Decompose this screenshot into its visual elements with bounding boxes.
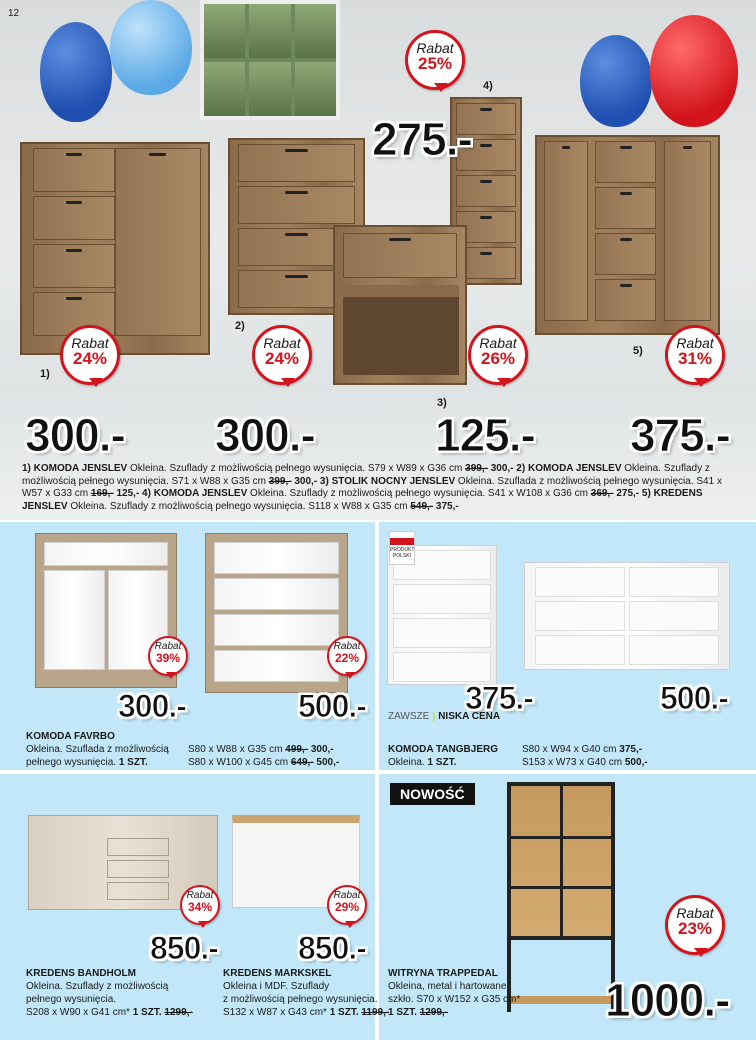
price: 1000.-	[605, 974, 730, 1026]
always-low-price-logo: ZAWSZE ) NISKA CENA	[388, 711, 501, 722]
tangbjerg-small	[387, 545, 497, 685]
discount-badge: Rabat 31%	[665, 325, 725, 385]
discount-badge: Rabat 26%	[468, 325, 528, 385]
discount-badge: Rabat 25%	[405, 30, 465, 90]
sideboard-jenslev	[535, 135, 720, 335]
price: 850.-	[298, 930, 366, 966]
discount-badge: Rabat 23%	[665, 895, 725, 955]
hero-description	[22, 463, 742, 513]
price: 375.-	[630, 409, 730, 461]
item-marker: 4)	[483, 80, 493, 92]
price: 500.-	[298, 688, 366, 724]
favrbo-large	[205, 533, 348, 693]
page-number: 12	[8, 8, 20, 19]
bandholm-info: KREDENS BANDHOLM Okleina. Szuflady z możliwością pełnego wysunięcia. S208 x W90 x G41 cm* 1 SZT. 1299,-	[26, 968, 193, 1018]
flag-text: PRODUKT POLSKI	[390, 547, 415, 559]
desc-4: 4) KOMODA JENSLEV Okleina. Szuflady z możliwością pełnego wysunięcia. S41 x W108 x G36 cm 369,- 275,-	[139, 488, 640, 499]
trappedal-info: WITRYNA TRAPPEDAL Okleina, metal i hartowane szkło. S70 x W152 x G35 cm* 1 SZT. 1299,-	[388, 968, 521, 1018]
tangbjerg-variants: S80 x W94 x G40 cm 375,- S153 x W73 x G40 cm 500,-	[522, 744, 648, 768]
price: 850.-	[150, 930, 218, 966]
item-marker: 1)	[40, 368, 50, 380]
tangbjerg-info: KOMODA TANGBJERG Okleina. 1 SZT.	[388, 744, 498, 768]
markskel-info: KREDENS MARKSKEL Okleina i MDF. Szuflady z możliwością pełnego wysunięcia. S132 x W87 x G43 cm* 1 SZT. 1199,-	[223, 968, 390, 1018]
desc-2: 2) KOMODA JENSLEV Okleina. Szuflady z możliwością pełnego wysunięcia. S71 x W88 x G35 cm 399,- 300,-	[22, 463, 710, 487]
price: 300.-	[118, 688, 186, 724]
item-marker: 2)	[235, 320, 245, 332]
polish-product-flag	[389, 531, 415, 565]
price: 300.-	[25, 409, 125, 461]
tangbjerg-wide	[524, 562, 730, 670]
item-marker: 3)	[437, 397, 447, 409]
discount-badge: Rabat 22%	[327, 636, 367, 676]
discount-badge: Rabat 29%	[327, 885, 367, 925]
nightstand-jenslev	[333, 225, 467, 385]
price: 125.-	[435, 409, 535, 461]
balloon-red	[650, 15, 738, 127]
discount-badge: Rabat 24%	[60, 325, 120, 385]
balloon-blue	[40, 22, 112, 122]
window	[200, 0, 340, 120]
favrbo-variants: S80 x W88 x G35 cm 499,- 300,- S80 x W100 x G45 cm 649,- 500,-	[188, 744, 340, 768]
favrbo-info: KOMODA FAVRBO Okleina. Szuflada z możliwością pełnego wysunięcia. 1 SZT.	[26, 731, 169, 768]
price: 275.-	[372, 113, 472, 165]
dresser-jenslev-1	[20, 142, 210, 355]
discount-badge: Rabat 34%	[180, 885, 220, 925]
item-marker: 5)	[633, 345, 643, 357]
desc-3: 3) STOLIK NOCNY JENSLEV Okleina. Szuflada z możliwością pełnego wysunięcia. S41 x W57 x G33 cm 169,- 125,-	[22, 475, 722, 499]
desc-1: 1) KOMODA JENSLEV Okleina. Szuflady z możliwością pełnego wysunięcia. S79 x W89 x G36 cm 399,- 300,-	[22, 463, 514, 474]
new-tag: NOWOŚĆ	[390, 783, 475, 805]
desc-5: 5) KREDENS JENSLEV Okleina. Szuflady z możliwością pełnego wysunięcia. S118 x W88 x G35 cm 549,- 375,-	[22, 488, 703, 512]
discount-badge: Rabat 24%	[252, 325, 312, 385]
price: 300.-	[215, 409, 315, 461]
balloon-blue	[580, 35, 652, 127]
discount-badge: Rabat 39%	[148, 636, 188, 676]
price: 375.-	[465, 680, 533, 716]
trappedal-cabinet	[507, 782, 615, 1012]
balloon-lightblue	[110, 0, 192, 95]
price: 500.-	[660, 680, 728, 716]
